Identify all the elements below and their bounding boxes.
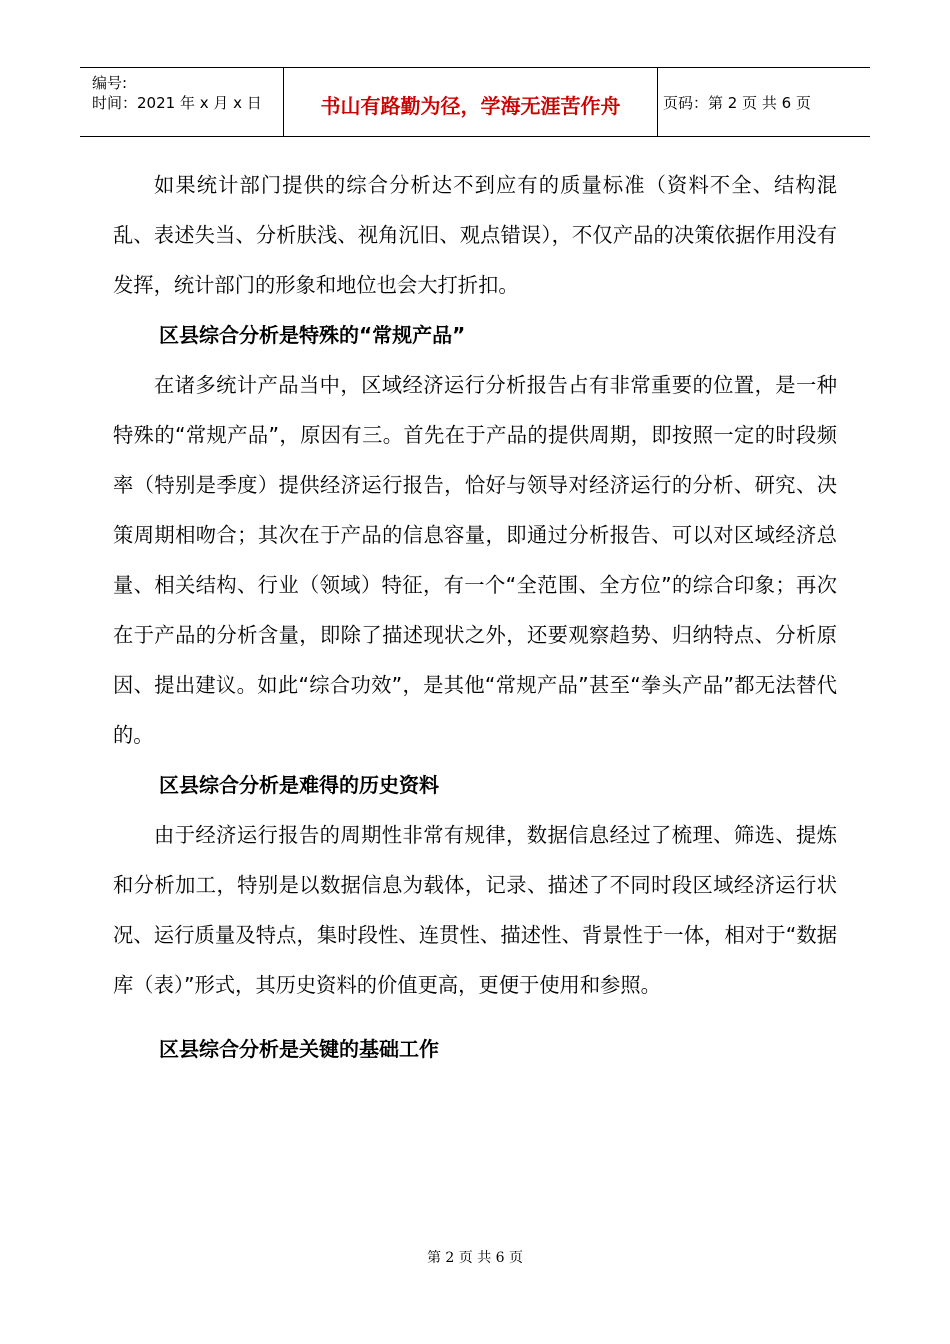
body-paragraph: 由于经济运行报告的周期性非常有规律，数据信息经过了梳理、筛选、提炼和分析加工，特别是以数据信息为载体，记录、描述了不同时段区域经济运行状况、运行质量及特点，集时段性、连贯性、描述性、背景性于一体，相对于“数据库（表）”形式，其历史资料的价值更高，更便于使用和参照。 bbox=[113, 823, 837, 997]
document-body bbox=[113, 160, 837, 1074]
body-paragraph: 在诸多统计产品当中，区域经济运行分析报告占有非常重要的位置，是一种特殊的“常规产品”，原因有三。首先在于产品的提供周期，即按照一定的时段频率（特别是季度）提供经济运行报告，恰好与领导对经济运行的分析、研究、决策周期相吻合；其次在于产品的信息容量，即通过分析报告、可以对区域经济总量、相关结构、行业（领域）特征，有一个“全范围、全方位”的综合印象；再次在于产品的分析含量，即除了描述现状之外，还要观察趋势、归纳特点、分析原因、提出建议。如此“综合功效”，是其他“常规产品”甚至“拳头产品”都无法替代的。 bbox=[113, 373, 837, 747]
header-motto-cell bbox=[283, 68, 658, 136]
header-page-number: 页码：第 2 页 共 6 页 bbox=[663, 94, 811, 112]
section-heading: 区县综合分析是难得的历史资料 bbox=[159, 773, 439, 797]
document-time-label: 时间：2021 年 x 月 x 日 bbox=[92, 94, 262, 112]
document-number-label: 编号: bbox=[92, 74, 128, 92]
section-heading: 区县综合分析是关键的基础工作 bbox=[159, 1037, 439, 1061]
header-info-cell bbox=[80, 68, 283, 136]
document-header bbox=[80, 67, 870, 137]
body-paragraph: 如果统计部门提供的综合分析达不到应有的质量标准（资料不全、结构混乱、表述失当、分析肤浅、视角沉旧、观点错误），不仅产品的决策依据作用没有发挥，统计部门的形象和地位也会大打折扣。 bbox=[113, 173, 837, 297]
header-page-cell bbox=[657, 68, 870, 136]
section-heading: 区县综合分析是特殊的“常规产品” bbox=[159, 323, 466, 347]
page-footer: 第 2 页 共 6 页 bbox=[426, 1250, 524, 1266]
header-motto: 书山有路勤为径，学海无涯苦作舟 bbox=[320, 94, 621, 118]
